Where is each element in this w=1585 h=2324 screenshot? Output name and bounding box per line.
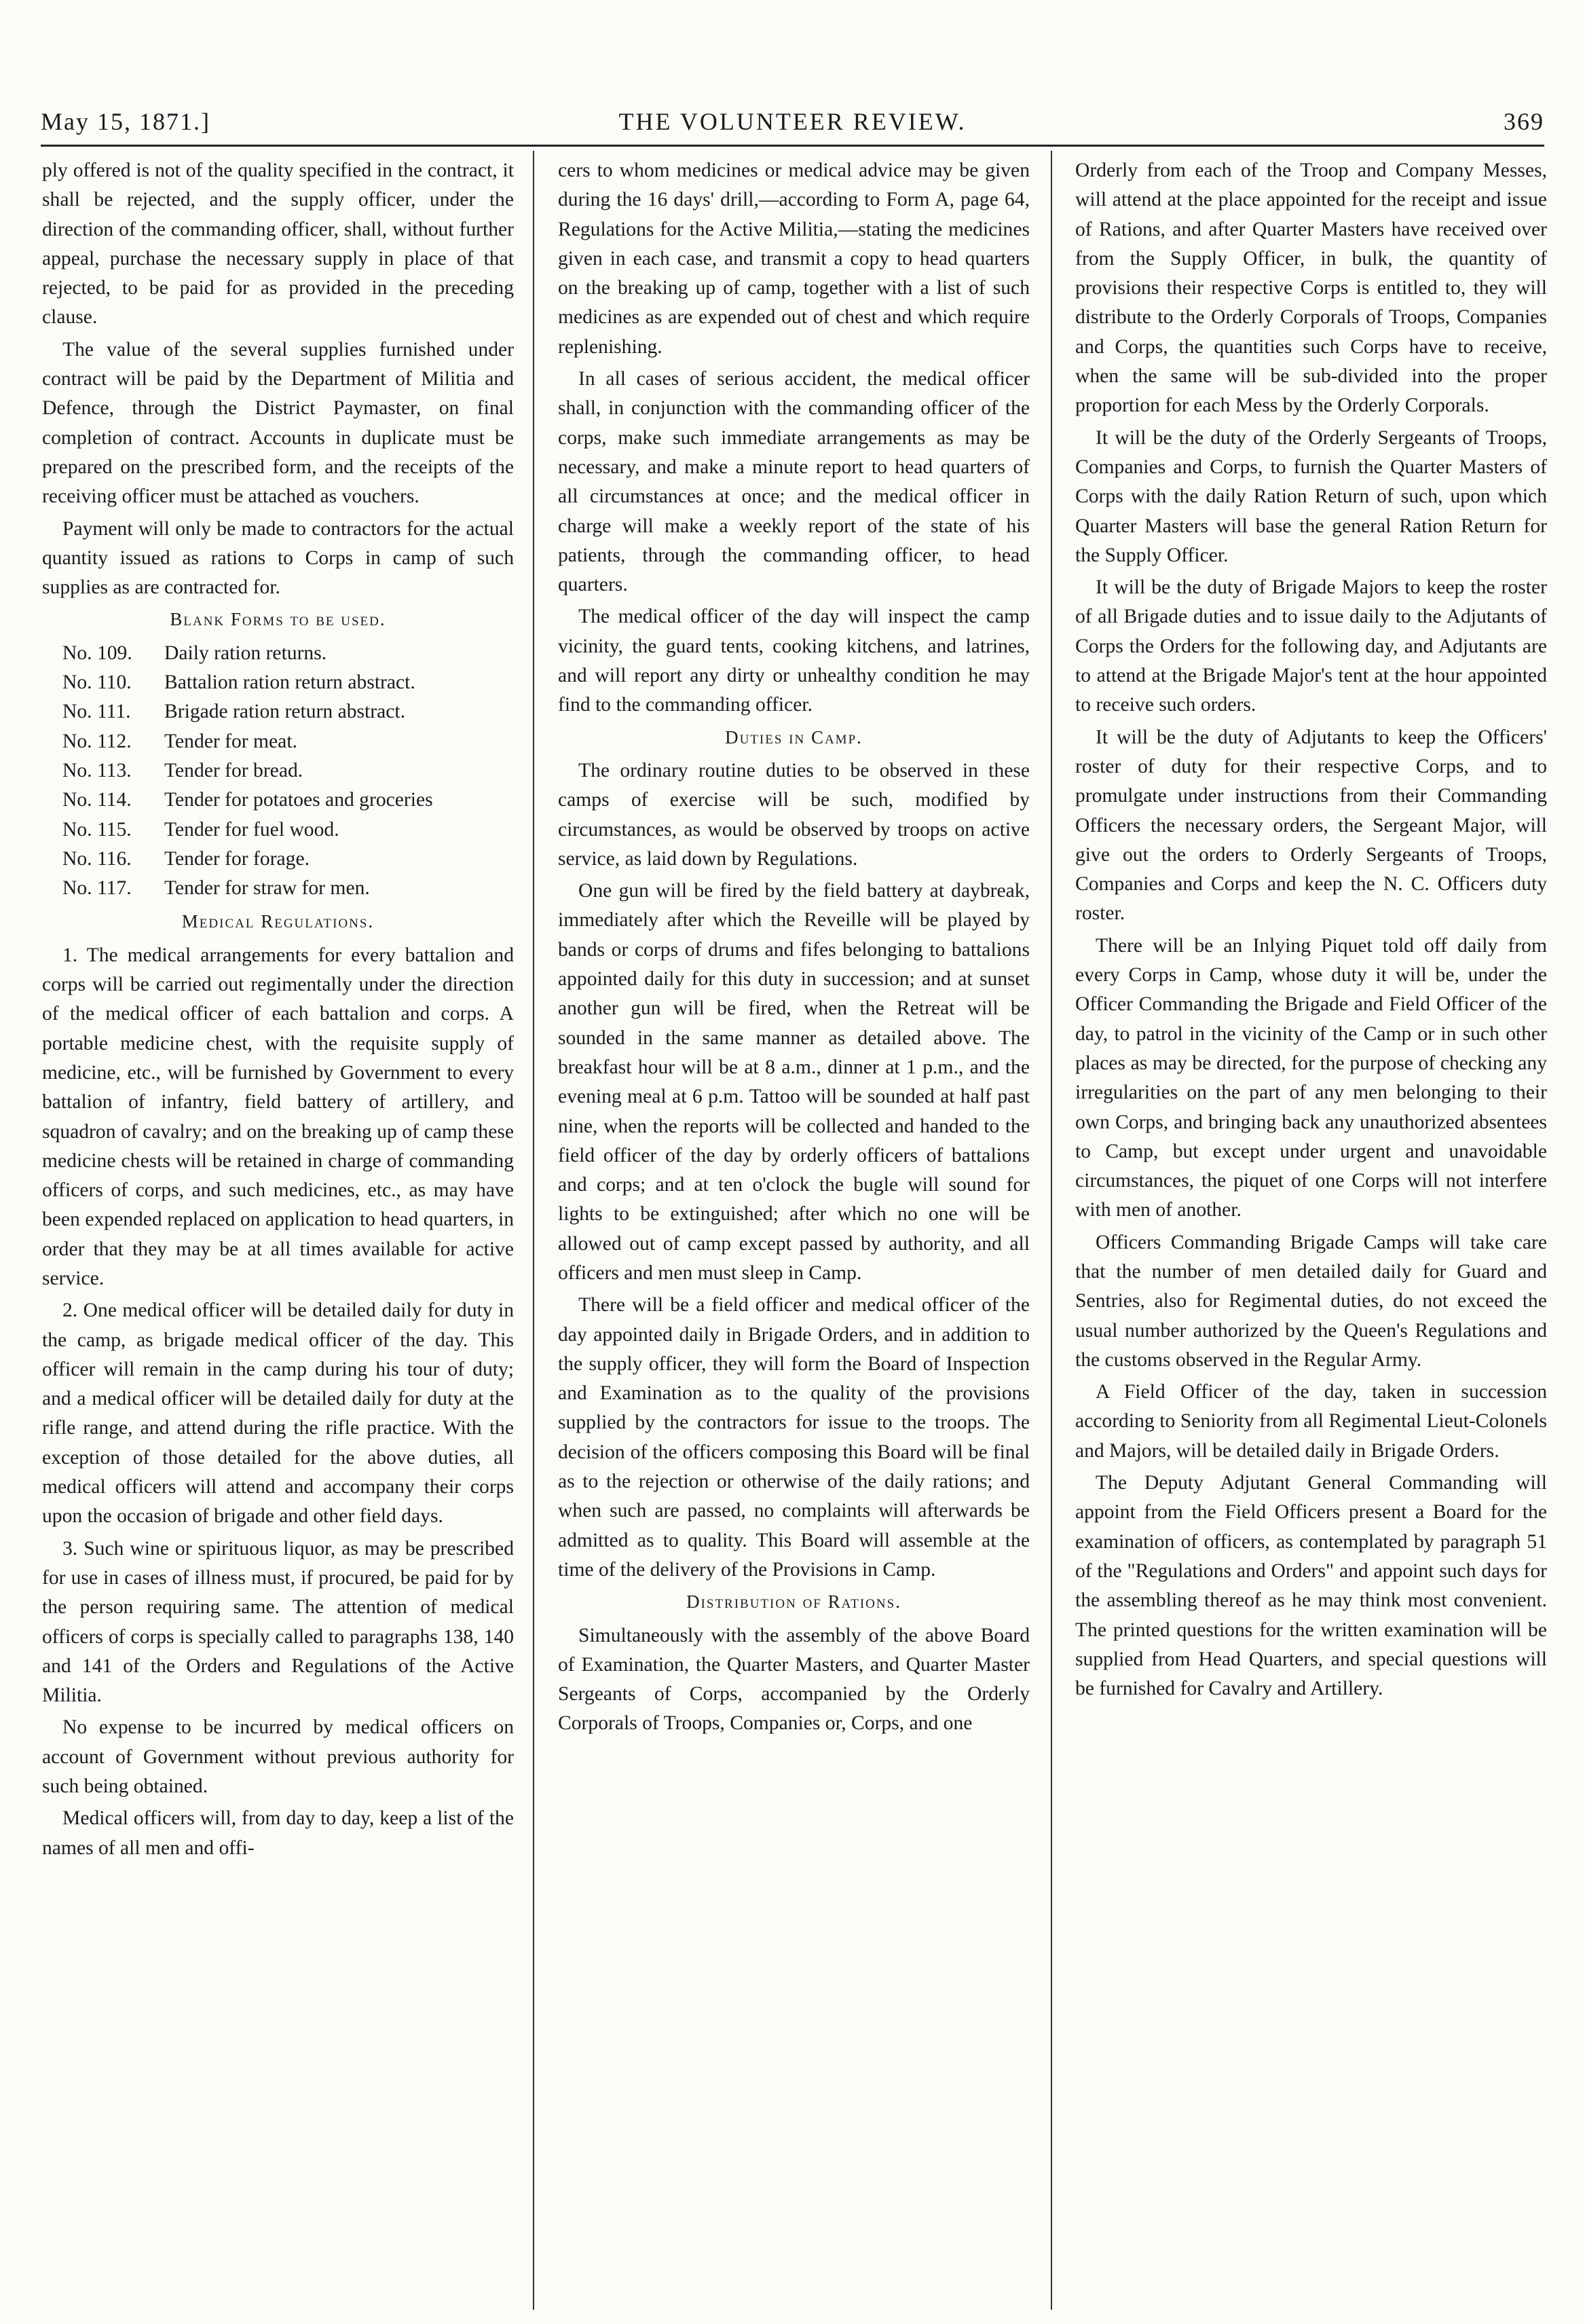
paragraph: The value of the several supplies furnished under contract will be paid by the Department of Militia and Defence, through the District Paymaster, on final completion of contract. Accounts in duplicate must be prepared on the prescribed form, and the receipts of the receiving officer must be attached as vouchers. — [42, 338, 514, 508]
section-heading: Blank Forms to be used. — [170, 609, 386, 630]
column-divider — [1051, 151, 1052, 2310]
paragraph: 3. Such wine or spirituous liquor, as may be prescribed for use in cases of illness must, if procured, be paid for by the person requiring same. The attention of medical officers of corps is specially called to paragraphs 138, 140 and 141 of the Orders and Regulations of the Active Militia. — [42, 1537, 514, 1707]
form-number: No. 111. — [62, 701, 131, 723]
paragraph: cers to whom medicines or medical advice may be given during the 16 days' drill,—according to Form A, page 64, Regulations for the Active Militia,—stating the medicines given in each case, and transmit a copy to head quarters on the breaking up of camp, together with a list of such medicines as are expended out of chest and which require replenishing. — [558, 160, 1030, 358]
column-3 — [1075, 156, 1547, 2308]
section-heading: Duties in Camp. — [725, 726, 863, 748]
paragraph: The medical officer of the day will inspect the camp vicinity, the guard tents, cooking kitchens, and latrines, and will report any dirty or unhealthy condition he may find to the commanding officer. — [558, 606, 1030, 716]
list-item — [42, 639, 514, 668]
list-item — [42, 786, 514, 815]
paragraph: There will be a field officer and medical officer of the day appointed daily in Brigade Orders, and in addition to the supply officer, they will form the Board of Inspection and Examination as to the quality of the provisions supplied by the contractors for issue to the troops. The decision of the officers composing this Board will be final as to the rejection or otherwise of the daily rations; and when such are passed, no complaints will afterwards be admitted as to quality. This Board will assemble at the time of the delivery of the Provisions in Camp. — [558, 1294, 1030, 1581]
paragraph: Simultaneously with the assembly of the above Board of Examination, the Quarter Masters, and Quarter Master Sergeants of Corps, accompanied by the Orderly Corporals of Troops, Companies or, Corps, and one — [558, 1624, 1030, 1735]
list-item — [42, 815, 514, 845]
paragraph: No expense to be incurred by medical officers on account of Government without previous authority for such being obtained. — [42, 1716, 514, 1798]
paragraph: One gun will be fired by the field battery at daybreak, immediately after which the Reveille will be played by bands or corps of drums and fifes belonging to battalions appointed daily for this duty in succession; and at sunset another gun will be fired, when the Retreat will be sounded in the same manner as detailed above. The breakfast hour will be at 8 a.m., dinner at 1 p.m., and the evening meal at 6 p.m. Tattoo will be sounded at half past nine, when the reports will be collected and handed to the field officer of the day by orderly officers of battalions and corps; and at ten o'clock the bugle will sound for lights to be extinguished; after which no one will be allowed out of camp except passed by authority, and all officers and men must sleep in Camp. — [558, 880, 1030, 1284]
form-number: No. 113. — [62, 759, 132, 781]
section-heading: Distribution of Rations. — [686, 1591, 901, 1612]
issue-date: May 15, 1871.] — [41, 108, 210, 135]
form-title: Tender for straw for men. — [164, 877, 370, 900]
form-number: No. 109. — [62, 642, 132, 664]
list-item — [42, 727, 514, 756]
form-title: Tender for fuel wood. — [164, 818, 339, 841]
form-title: Daily ration returns. — [164, 642, 327, 664]
form-number: No. 110. — [62, 671, 132, 694]
column-divider — [533, 151, 534, 2310]
form-number: No. 112. — [62, 730, 132, 752]
paragraph: A Field Officer of the day, taken in succession according to Seniority from all Regimental Lieut-Colonels and Majors, will be detailed daily in Brigade Orders. — [1075, 1381, 1547, 1462]
paragraph: Officers Commanding Brigade Camps will take care that the number of men detailed daily for Guard and Sentries, also for Regimental duties, do not exceed the usual number authorized by the Queen's Regulations and the customs observed in the Regular Army. — [1075, 1231, 1547, 1371]
form-title: Tender for potatoes and groceries — [164, 789, 433, 811]
column-1 — [42, 156, 514, 2308]
header-rule — [41, 145, 1544, 147]
list-item — [42, 756, 514, 786]
list-item — [42, 697, 514, 726]
paragraph: 1. The medical arrangements for every battalion and corps will be carried out regimentally under the direction of the medical officer of each battalion and corps. A portable medicine chest, with the requisite supply of medicine, etc., will be furnished by Government to every battalion of infantry, field battery of artillery, and squadron of cavalry; and on the breaking up of camp these medicine chests will be retained in charge of commanding officers of corps, and such medicines, etc., as may have been expended replaced on application to head quarters, in order that they may be at all times available for active service. — [42, 944, 514, 1289]
form-number: No. 116. — [62, 847, 132, 870]
paragraph: The Deputy Adjutant General Commanding will appoint from the Field Officers present a Board for the examination of officers, as contemplated by paragraph 51 of the "Regulations and Orders" and appoint such days for the assembling thereof as he may think most convenient. The printed questions for the written examination will be supplied from Head Quarters, and special questions will be furnished for Cavalry and Artillery. — [1075, 1472, 1547, 1700]
form-title: Tender for forage. — [164, 847, 310, 870]
paragraph: The ordinary routine duties to be observed in these camps of exercise will be such, modified by circumstances, as would be observed by troops on active service, as laid down by Regulations. — [558, 759, 1030, 870]
list-item — [42, 668, 514, 697]
form-number: No. 117. — [62, 877, 132, 900]
forms-list — [42, 639, 514, 904]
paragraph: There will be an Inlying Piquet told off daily from every Corps in Camp, whose duty it will be, under the Officer Commanding the Brigade and Field Officer of the day, to patrol in the vicinity of the Camp or in such other places as may be directed, for the purpose of checking any irregularities on the part of any men belonging to their own Corps, and bringing back any unauthorized absentees to Camp, but except under urgent and unavoidable circumstances, the piquet of one Corps will not interfere with men of another. — [1075, 934, 1547, 1221]
paragraph: ply offered is not of the quality specified in the contract, it shall be rejected, and the supply officer, under the direction of the commanding officer, shall, without further appeal, purchase the necessary supply in place of that rejected, to be paid for as provided in the preceding clause. — [42, 160, 514, 329]
paragraph: It will be the duty of Brigade Majors to keep the roster of all Brigade duties and to issue daily to the Adjutants of Corps the Orders for the following day, and Adjutants are to attend at the Brigade Major's tent at the hour appointed to receive such orders. — [1075, 576, 1547, 716]
list-item — [42, 874, 514, 903]
form-number: No. 114. — [62, 789, 132, 811]
column-2 — [558, 156, 1030, 2308]
paragraph: It will be the duty of the Orderly Sergeants of Troops, Companies and Corps, to furnish the Quarter Masters of Corps with the daily Ration Return of such, upon which Quarter Masters will base the general Ration Return for the Supply Officer. — [1075, 426, 1547, 566]
form-title: Tender for meat. — [164, 730, 297, 752]
page-number: 369 — [1504, 108, 1544, 135]
form-title: Tender for bread. — [164, 759, 303, 781]
paragraph: Payment will only be made to contractors for the actual quantity issued as rations to Corps in camp of such supplies as are contracted for. — [42, 517, 514, 599]
paragraph: Orderly from each of the Troop and Company Messes, will attend at the place appointed for the receipt and issue of Rations, and after Quarter Masters have received over from the Supply Officer, in bulk, the quantity of provisions their respective Corps is entitled to, they will distribute to the Orderly Corporals of Troops, Companies and Corps, the quantities such Corps have to receive, when the same will be sub-divided into the proper proportion for each Mess by the Orderly Corporals. — [1075, 160, 1547, 417]
section-heading: Medical Regulations. — [181, 911, 375, 932]
form-title: Brigade ration return abstract. — [164, 701, 405, 723]
paragraph: 2. One medical officer will be detailed daily for duty in the camp, as brigade medical officer of the day. This officer will remain in the camp during his tour of duty; and a medical officer will be detailed daily for duty at the rifle range, and attend during the rifle practice. With the exception of those detailed for the above duties, all medical officers will attend and accompany their corps upon the occasion of brigade and other field days. — [42, 1299, 514, 1528]
form-number: No. 115. — [62, 818, 132, 841]
page-header — [41, 107, 1544, 143]
publication-title: THE VOLUNTEER REVIEW. — [618, 108, 967, 135]
form-title: Battalion ration return abstract. — [164, 671, 415, 694]
list-item — [42, 845, 514, 874]
paragraph: It will be the duty of Adjutants to keep the Officers' roster of duty for their respective Corps, and to promulgate under instructions from their Commanding Officers the necessary orders, the Sergeant Major, will give out the orders to Orderly Sergeants of Troops, Companies and Corps and keep the N. C. Officers duty roster. — [1075, 726, 1547, 925]
paragraph: Medical officers will, from day to day, keep a list of the names of all men and offi- — [42, 1807, 514, 1859]
paragraph: In all cases of serious accident, the medical officer shall, in conjunction with the commanding officer of the corps, make such immediate arrangements as may be necessary, and make a minute report to head quarters of all circumstances at once; and the medical officer in charge will make a weekly report of the state of his patients, through the commanding officer, to head quarters. — [558, 368, 1030, 596]
